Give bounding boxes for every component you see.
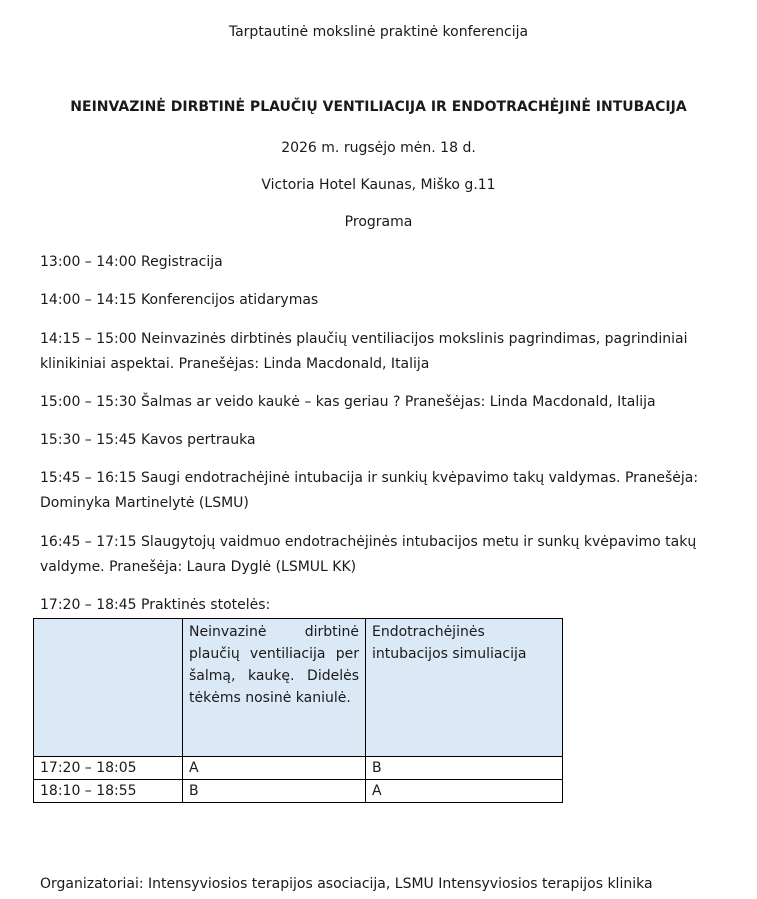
row-station-cell: A xyxy=(183,757,366,780)
row-station-cell: B xyxy=(183,780,366,803)
program-item-opening: 14:00 – 14:15 Konferencijos atidarymas xyxy=(40,292,319,308)
conference-type: Tarptautinė mokslinė praktinė konferencija xyxy=(228,24,529,40)
program-item-intubation-lecture: 15:45 – 16:15 Saugi endotrachėjinė intubacija ir sunkių kvėpavimo takų valdymas. Pranešėja: Dominyka Martinelytė (LSMU) xyxy=(40,470,699,511)
header-cell-niv-station: Neinvazinė dirbtinė plaučių ventiliacija per šalmą, kaukę. Didelės tėkėms nosinė kaniulė. xyxy=(183,619,366,757)
stations-table xyxy=(33,618,563,803)
program-item-helmet-vs-mask: 15:00 – 15:30 Šalmas ar veido kaukė – kas geriau ? Pranešėjas: Linda Macdonald, Italija xyxy=(40,394,656,410)
program-item-registration: 13:00 – 14:00 Registracija xyxy=(40,254,223,270)
row-time-cell: 18:10 – 18:55 xyxy=(34,780,183,803)
program-item-nurses-role: 16:45 – 17:15 Slaugytojų vaidmuo endotrachėjinės intubacijos metu ir sunkų kvėpavimo takų valdyme. Pranešėja: Laura Dyglė (LSMUL KK) xyxy=(40,534,697,575)
row-station-cell: A xyxy=(366,780,563,803)
row-time-cell: 17:20 – 18:05 xyxy=(34,757,183,780)
organizers-footer: Organizatoriai: Intensyviosios terapijos asociacija, LSMU Intensyviosios terapijos klinika xyxy=(40,876,653,892)
header-cell-intubation-station: Endotrachėjinės intubacijos simuliacija xyxy=(366,619,563,757)
table-row xyxy=(34,780,563,803)
row-station-cell: B xyxy=(366,757,563,780)
program-item-coffee-break: 15:30 – 15:45 Kavos pertrauka xyxy=(40,432,256,448)
table-row xyxy=(34,757,563,780)
conference-title: NEINVAZINĖ DIRBTINĖ PLAUČIŲ VENTILIACIJA IR ENDOTRACHĖJINĖ INTUBACIJA xyxy=(70,99,687,115)
conference-date: 2026 m. rugsėjo mėn. 18 d. xyxy=(281,140,476,156)
header-cell-empty xyxy=(34,619,183,757)
program-heading: Programa xyxy=(344,214,413,230)
program-item-practical-stations: 17:20 – 18:45 Praktinės stotelės: xyxy=(40,597,271,613)
program-item-niv-lecture: 14:15 – 15:00 Neinvazinės dirbtinės plaučių ventiliacijos mokslinis pagrindimas, pagrindiniai klinikiniai aspektai. Pranešėjas: Linda Macdonald, Italija xyxy=(40,331,688,372)
conference-venue: Victoria Hotel Kaunas, Miško g.11 xyxy=(261,177,496,193)
stations-table-header xyxy=(34,619,563,757)
